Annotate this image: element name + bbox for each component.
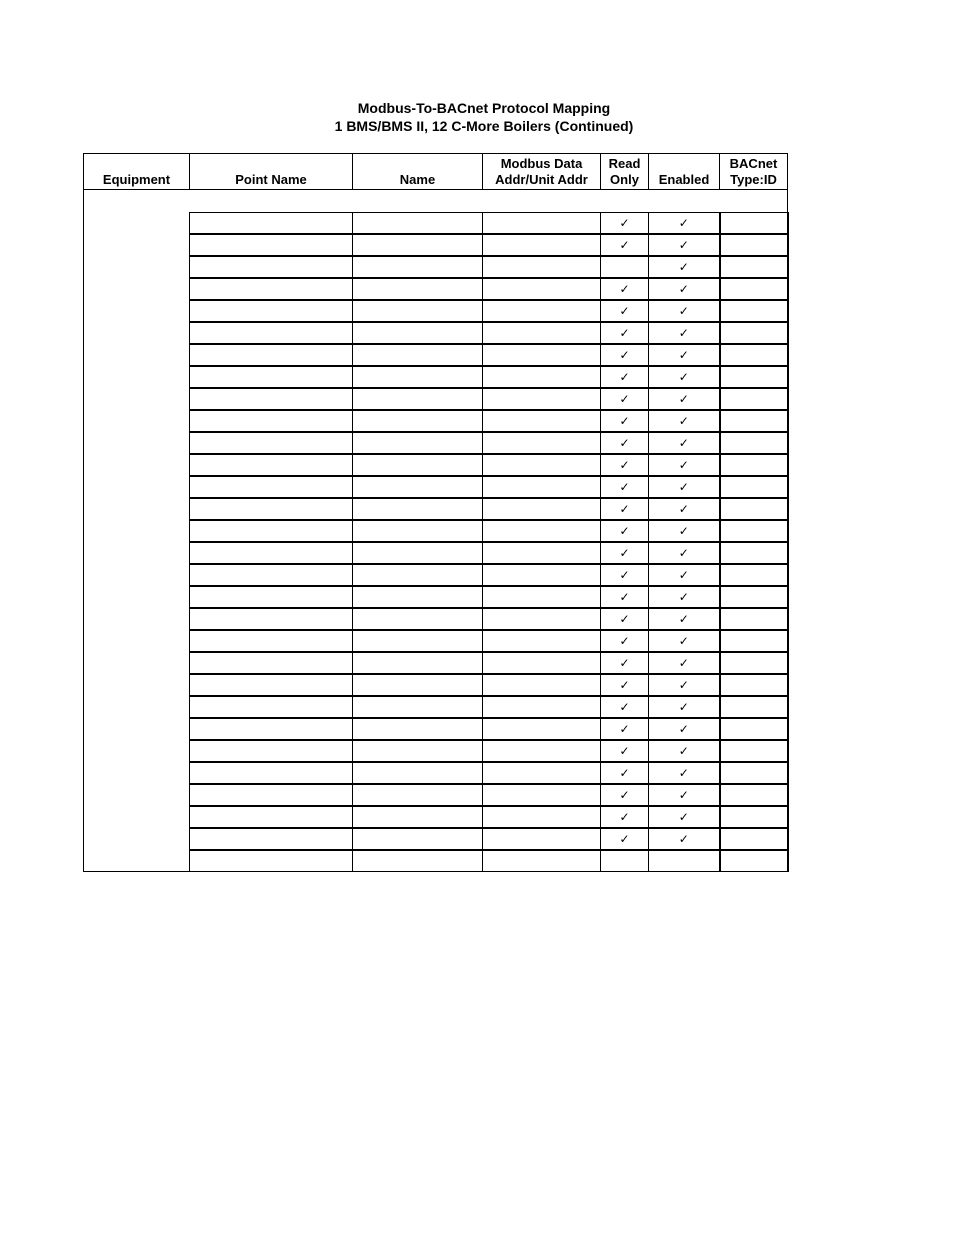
read-only-cell <box>601 674 649 696</box>
checkmark-icon: ✓ <box>619 612 630 626</box>
name-cell <box>353 740 483 762</box>
read-only-cell <box>601 366 649 388</box>
column-header-bacnet-type: BACnet Type:ID <box>720 154 788 190</box>
checkmark-icon: ✓ <box>678 590 689 604</box>
modbus-address-cell <box>483 234 601 256</box>
checkmark-icon: ✓ <box>619 766 630 780</box>
table-row <box>84 806 788 828</box>
bacnet-type-cell <box>720 454 788 476</box>
name-cell <box>353 762 483 784</box>
read-only-cell <box>601 322 649 344</box>
spacer-row <box>84 190 788 213</box>
point-name-cell <box>190 388 353 410</box>
name-cell <box>353 784 483 806</box>
read-only-cell <box>601 432 649 454</box>
table-row <box>84 256 788 278</box>
name-cell <box>353 366 483 388</box>
point-name-cell <box>190 630 353 652</box>
table-row <box>84 586 788 608</box>
bacnet-type-cell <box>720 388 788 410</box>
point-name-cell <box>190 740 353 762</box>
read-only-cell <box>601 828 649 850</box>
bacnet-type-cell <box>720 696 788 718</box>
modbus-address-cell <box>483 256 601 278</box>
modbus-address-cell <box>483 410 601 432</box>
modbus-address-cell <box>483 432 601 454</box>
bacnet-type-cell <box>720 498 788 520</box>
bacnet-type-cell <box>720 520 788 542</box>
column-header-name: Name <box>353 154 483 190</box>
modbus-address-cell <box>483 520 601 542</box>
table-row <box>84 454 788 476</box>
enabled-cell <box>649 300 720 322</box>
column-header-point-name: Point Name <box>190 154 353 190</box>
enabled-cell <box>649 234 720 256</box>
point-name-cell <box>190 432 353 454</box>
column-header-modbus-address: Modbus Data Addr/Unit Addr <box>483 154 601 190</box>
table-row <box>84 652 788 674</box>
name-cell <box>353 300 483 322</box>
checkmark-icon: ✓ <box>678 502 689 516</box>
name-cell <box>353 630 483 652</box>
read-only-cell <box>601 806 649 828</box>
enabled-cell <box>649 498 720 520</box>
point-name-cell <box>190 828 353 850</box>
name-cell <box>353 432 483 454</box>
checkmark-icon: ✓ <box>619 370 630 384</box>
modbus-address-cell <box>483 278 601 300</box>
enabled-cell <box>649 388 720 410</box>
name-cell <box>353 454 483 476</box>
point-name-cell <box>190 344 353 366</box>
point-name-cell <box>190 498 353 520</box>
checkmark-icon: ✓ <box>619 392 630 406</box>
modbus-address-cell <box>483 300 601 322</box>
checkmark-icon: ✓ <box>619 810 630 824</box>
point-name-cell <box>190 696 353 718</box>
point-name-cell <box>190 652 353 674</box>
enabled-cell <box>649 652 720 674</box>
modbus-address-cell <box>483 213 601 235</box>
modbus-address-cell <box>483 564 601 586</box>
table-row <box>84 344 788 366</box>
name-cell <box>353 344 483 366</box>
point-name-cell <box>190 586 353 608</box>
modbus-address-cell <box>483 850 601 872</box>
name-cell <box>353 586 483 608</box>
enabled-cell <box>649 322 720 344</box>
read-only-cell <box>601 630 649 652</box>
name-cell <box>353 674 483 696</box>
checkmark-icon: ✓ <box>619 590 630 604</box>
checkmark-icon: ✓ <box>678 656 689 670</box>
checkmark-icon: ✓ <box>678 546 689 560</box>
point-name-cell <box>190 542 353 564</box>
column-header-enabled: Enabled <box>649 154 720 190</box>
modbus-address-cell <box>483 366 601 388</box>
checkmark-icon: ✓ <box>678 414 689 428</box>
name-cell <box>353 542 483 564</box>
checkmark-icon: ✓ <box>619 788 630 802</box>
name-cell <box>353 696 483 718</box>
checkmark-icon: ✓ <box>619 656 630 670</box>
point-name-cell <box>190 718 353 740</box>
bacnet-type-cell <box>720 828 788 850</box>
read-only-cell <box>601 476 649 498</box>
checkmark-icon: ✓ <box>678 458 689 472</box>
modbus-address-cell <box>483 652 601 674</box>
checkmark-icon: ✓ <box>678 788 689 802</box>
modbus-address-cell <box>483 542 601 564</box>
point-name-cell <box>190 410 353 432</box>
bacnet-type-cell <box>720 806 788 828</box>
read-only-cell <box>601 696 649 718</box>
name-cell <box>353 498 483 520</box>
modbus-address-cell <box>483 784 601 806</box>
modbus-address-cell <box>483 344 601 366</box>
read-only-cell <box>601 564 649 586</box>
checkmark-icon: ✓ <box>678 436 689 450</box>
enabled-cell <box>649 256 720 278</box>
enabled-cell <box>649 630 720 652</box>
bacnet-type-cell <box>720 256 788 278</box>
modbus-address-cell <box>483 630 601 652</box>
point-name-cell <box>190 850 353 872</box>
checkmark-icon: ✓ <box>619 832 630 846</box>
modbus-address-cell <box>483 806 601 828</box>
enabled-cell <box>649 806 720 828</box>
protocol-mapping-table <box>83 153 789 872</box>
checkmark-icon: ✓ <box>678 634 689 648</box>
header-row <box>84 154 788 190</box>
point-name-cell <box>190 213 353 235</box>
point-name-cell <box>190 454 353 476</box>
modbus-address-cell <box>483 718 601 740</box>
bacnet-type-cell <box>720 564 788 586</box>
checkmark-icon: ✓ <box>619 700 630 714</box>
bacnet-type-cell <box>720 586 788 608</box>
modbus-address-cell <box>483 740 601 762</box>
read-only-cell <box>601 608 649 630</box>
checkmark-icon: ✓ <box>678 568 689 582</box>
table-row <box>84 388 788 410</box>
read-only-cell <box>601 300 649 322</box>
table-row <box>84 498 788 520</box>
checkmark-icon: ✓ <box>678 766 689 780</box>
enabled-cell <box>649 740 720 762</box>
bacnet-type-cell <box>720 366 788 388</box>
enabled-cell <box>649 344 720 366</box>
table-row <box>84 696 788 718</box>
read-only-cell <box>601 256 649 278</box>
read-only-cell <box>601 520 649 542</box>
name-cell <box>353 806 483 828</box>
name-cell <box>353 410 483 432</box>
point-name-cell <box>190 674 353 696</box>
table-row <box>84 740 788 762</box>
read-only-cell <box>601 762 649 784</box>
checkmark-icon: ✓ <box>619 238 630 252</box>
table-row <box>84 828 788 850</box>
table-row <box>84 322 788 344</box>
read-only-cell <box>601 213 649 235</box>
modbus-address-cell <box>483 674 601 696</box>
name-cell <box>353 652 483 674</box>
point-name-cell <box>190 278 353 300</box>
column-header-read-only: Read Only <box>601 154 649 190</box>
name-cell <box>353 718 483 740</box>
equipment-cell <box>84 190 190 872</box>
point-name-cell <box>190 476 353 498</box>
enabled-cell <box>649 718 720 740</box>
enabled-cell <box>649 366 720 388</box>
bacnet-type-cell <box>720 432 788 454</box>
bacnet-type-cell <box>720 784 788 806</box>
enabled-cell <box>649 608 720 630</box>
table-row <box>84 850 788 872</box>
checkmark-icon: ✓ <box>619 480 630 494</box>
checkmark-icon: ✓ <box>619 414 630 428</box>
table-row <box>84 432 788 454</box>
enabled-cell <box>649 213 720 235</box>
checkmark-icon: ✓ <box>678 238 689 252</box>
read-only-cell <box>601 586 649 608</box>
bacnet-type-cell <box>720 278 788 300</box>
checkmark-icon: ✓ <box>678 722 689 736</box>
table-row <box>84 630 788 652</box>
point-name-cell <box>190 234 353 256</box>
point-name-cell <box>190 256 353 278</box>
checkmark-icon: ✓ <box>619 722 630 736</box>
table-row <box>84 762 788 784</box>
modbus-address-cell <box>483 388 601 410</box>
table-row <box>84 674 788 696</box>
enabled-cell <box>649 410 720 432</box>
table-row <box>84 234 788 256</box>
enabled-cell <box>649 850 720 872</box>
enabled-cell <box>649 586 720 608</box>
name-cell <box>353 322 483 344</box>
checkmark-icon: ✓ <box>619 524 630 538</box>
point-name-cell <box>190 784 353 806</box>
table-row <box>84 213 788 235</box>
enabled-cell <box>649 762 720 784</box>
point-name-cell <box>190 322 353 344</box>
checkmark-icon: ✓ <box>619 436 630 450</box>
table-row <box>84 278 788 300</box>
checkmark-icon: ✓ <box>678 304 689 318</box>
enabled-cell <box>649 454 720 476</box>
enabled-cell <box>649 784 720 806</box>
name-cell <box>353 850 483 872</box>
checkmark-icon: ✓ <box>619 568 630 582</box>
page-subtitle: 1 BMS/BMS II, 12 C-More Boilers (Continued) <box>334 118 634 134</box>
point-name-cell <box>190 762 353 784</box>
enabled-cell <box>649 432 720 454</box>
read-only-cell <box>601 388 649 410</box>
bacnet-type-cell <box>720 476 788 498</box>
enabled-cell <box>649 696 720 718</box>
read-only-cell <box>601 234 649 256</box>
name-cell <box>353 278 483 300</box>
point-name-cell <box>190 564 353 586</box>
bacnet-type-cell <box>720 652 788 674</box>
checkmark-icon: ✓ <box>678 216 689 230</box>
table-row <box>84 608 788 630</box>
bacnet-type-cell <box>720 322 788 344</box>
point-name-cell <box>190 300 353 322</box>
name-cell <box>353 256 483 278</box>
checkmark-icon: ✓ <box>678 678 689 692</box>
point-name-cell <box>190 806 353 828</box>
checkmark-icon: ✓ <box>678 612 689 626</box>
read-only-cell <box>601 718 649 740</box>
table-row <box>84 410 788 432</box>
name-cell <box>353 388 483 410</box>
name-cell <box>353 608 483 630</box>
read-only-cell <box>601 740 649 762</box>
spacer-cell <box>190 190 788 213</box>
checkmark-icon: ✓ <box>678 392 689 406</box>
bacnet-type-cell <box>720 344 788 366</box>
name-cell <box>353 564 483 586</box>
modbus-address-cell <box>483 608 601 630</box>
bacnet-type-cell <box>720 850 788 872</box>
table-row <box>84 300 788 322</box>
checkmark-icon: ✓ <box>678 744 689 758</box>
point-name-cell <box>190 366 353 388</box>
checkmark-icon: ✓ <box>619 348 630 362</box>
checkmark-icon: ✓ <box>678 810 689 824</box>
checkmark-icon: ✓ <box>678 260 689 274</box>
bacnet-type-cell <box>720 542 788 564</box>
read-only-cell <box>601 542 649 564</box>
table-row <box>84 564 788 586</box>
modbus-address-cell <box>483 762 601 784</box>
modbus-address-cell <box>483 322 601 344</box>
read-only-cell <box>601 652 649 674</box>
name-cell <box>353 213 483 235</box>
bacnet-type-cell <box>720 300 788 322</box>
checkmark-icon: ✓ <box>619 546 630 560</box>
bacnet-type-cell <box>720 234 788 256</box>
enabled-cell <box>649 476 720 498</box>
read-only-cell <box>601 850 649 872</box>
checkmark-icon: ✓ <box>678 282 689 296</box>
enabled-cell <box>649 674 720 696</box>
bacnet-type-cell <box>720 674 788 696</box>
column-header-equipment: Equipment <box>84 154 190 190</box>
name-cell <box>353 828 483 850</box>
bacnet-type-cell <box>720 213 788 235</box>
point-name-cell <box>190 608 353 630</box>
checkmark-icon: ✓ <box>619 502 630 516</box>
read-only-cell <box>601 410 649 432</box>
page-title: Modbus-To-BACnet Protocol Mapping <box>357 100 611 116</box>
checkmark-icon: ✓ <box>678 326 689 340</box>
table-row <box>84 542 788 564</box>
bacnet-type-cell <box>720 740 788 762</box>
checkmark-icon: ✓ <box>619 282 630 296</box>
bacnet-type-cell <box>720 762 788 784</box>
checkmark-icon: ✓ <box>619 634 630 648</box>
name-cell <box>353 520 483 542</box>
modbus-address-cell <box>483 498 601 520</box>
enabled-cell <box>649 564 720 586</box>
table-body <box>84 190 788 872</box>
checkmark-icon: ✓ <box>619 326 630 340</box>
name-cell <box>353 476 483 498</box>
checkmark-icon: ✓ <box>619 678 630 692</box>
checkmark-icon: ✓ <box>619 458 630 472</box>
checkmark-icon: ✓ <box>619 216 630 230</box>
read-only-cell <box>601 344 649 366</box>
checkmark-icon: ✓ <box>678 480 689 494</box>
checkmark-icon: ✓ <box>678 832 689 846</box>
enabled-cell <box>649 520 720 542</box>
bacnet-type-cell <box>720 718 788 740</box>
table-row <box>84 718 788 740</box>
checkmark-icon: ✓ <box>678 700 689 714</box>
modbus-address-cell <box>483 454 601 476</box>
read-only-cell <box>601 498 649 520</box>
read-only-cell <box>601 454 649 476</box>
point-name-cell <box>190 520 353 542</box>
read-only-cell <box>601 278 649 300</box>
enabled-cell <box>649 828 720 850</box>
checkmark-icon: ✓ <box>678 370 689 384</box>
bacnet-type-cell <box>720 410 788 432</box>
bacnet-type-cell <box>720 608 788 630</box>
table-row <box>84 784 788 806</box>
modbus-address-cell <box>483 586 601 608</box>
enabled-cell <box>649 278 720 300</box>
modbus-address-cell <box>483 696 601 718</box>
table-row <box>84 476 788 498</box>
modbus-address-cell <box>483 476 601 498</box>
checkmark-icon: ✓ <box>678 348 689 362</box>
modbus-address-cell <box>483 828 601 850</box>
name-cell <box>353 234 483 256</box>
table-row <box>84 520 788 542</box>
checkmark-icon: ✓ <box>678 524 689 538</box>
checkmark-icon: ✓ <box>619 744 630 758</box>
checkmark-icon: ✓ <box>619 304 630 318</box>
bacnet-type-cell <box>720 630 788 652</box>
enabled-cell <box>649 542 720 564</box>
table-row <box>84 366 788 388</box>
read-only-cell <box>601 784 649 806</box>
